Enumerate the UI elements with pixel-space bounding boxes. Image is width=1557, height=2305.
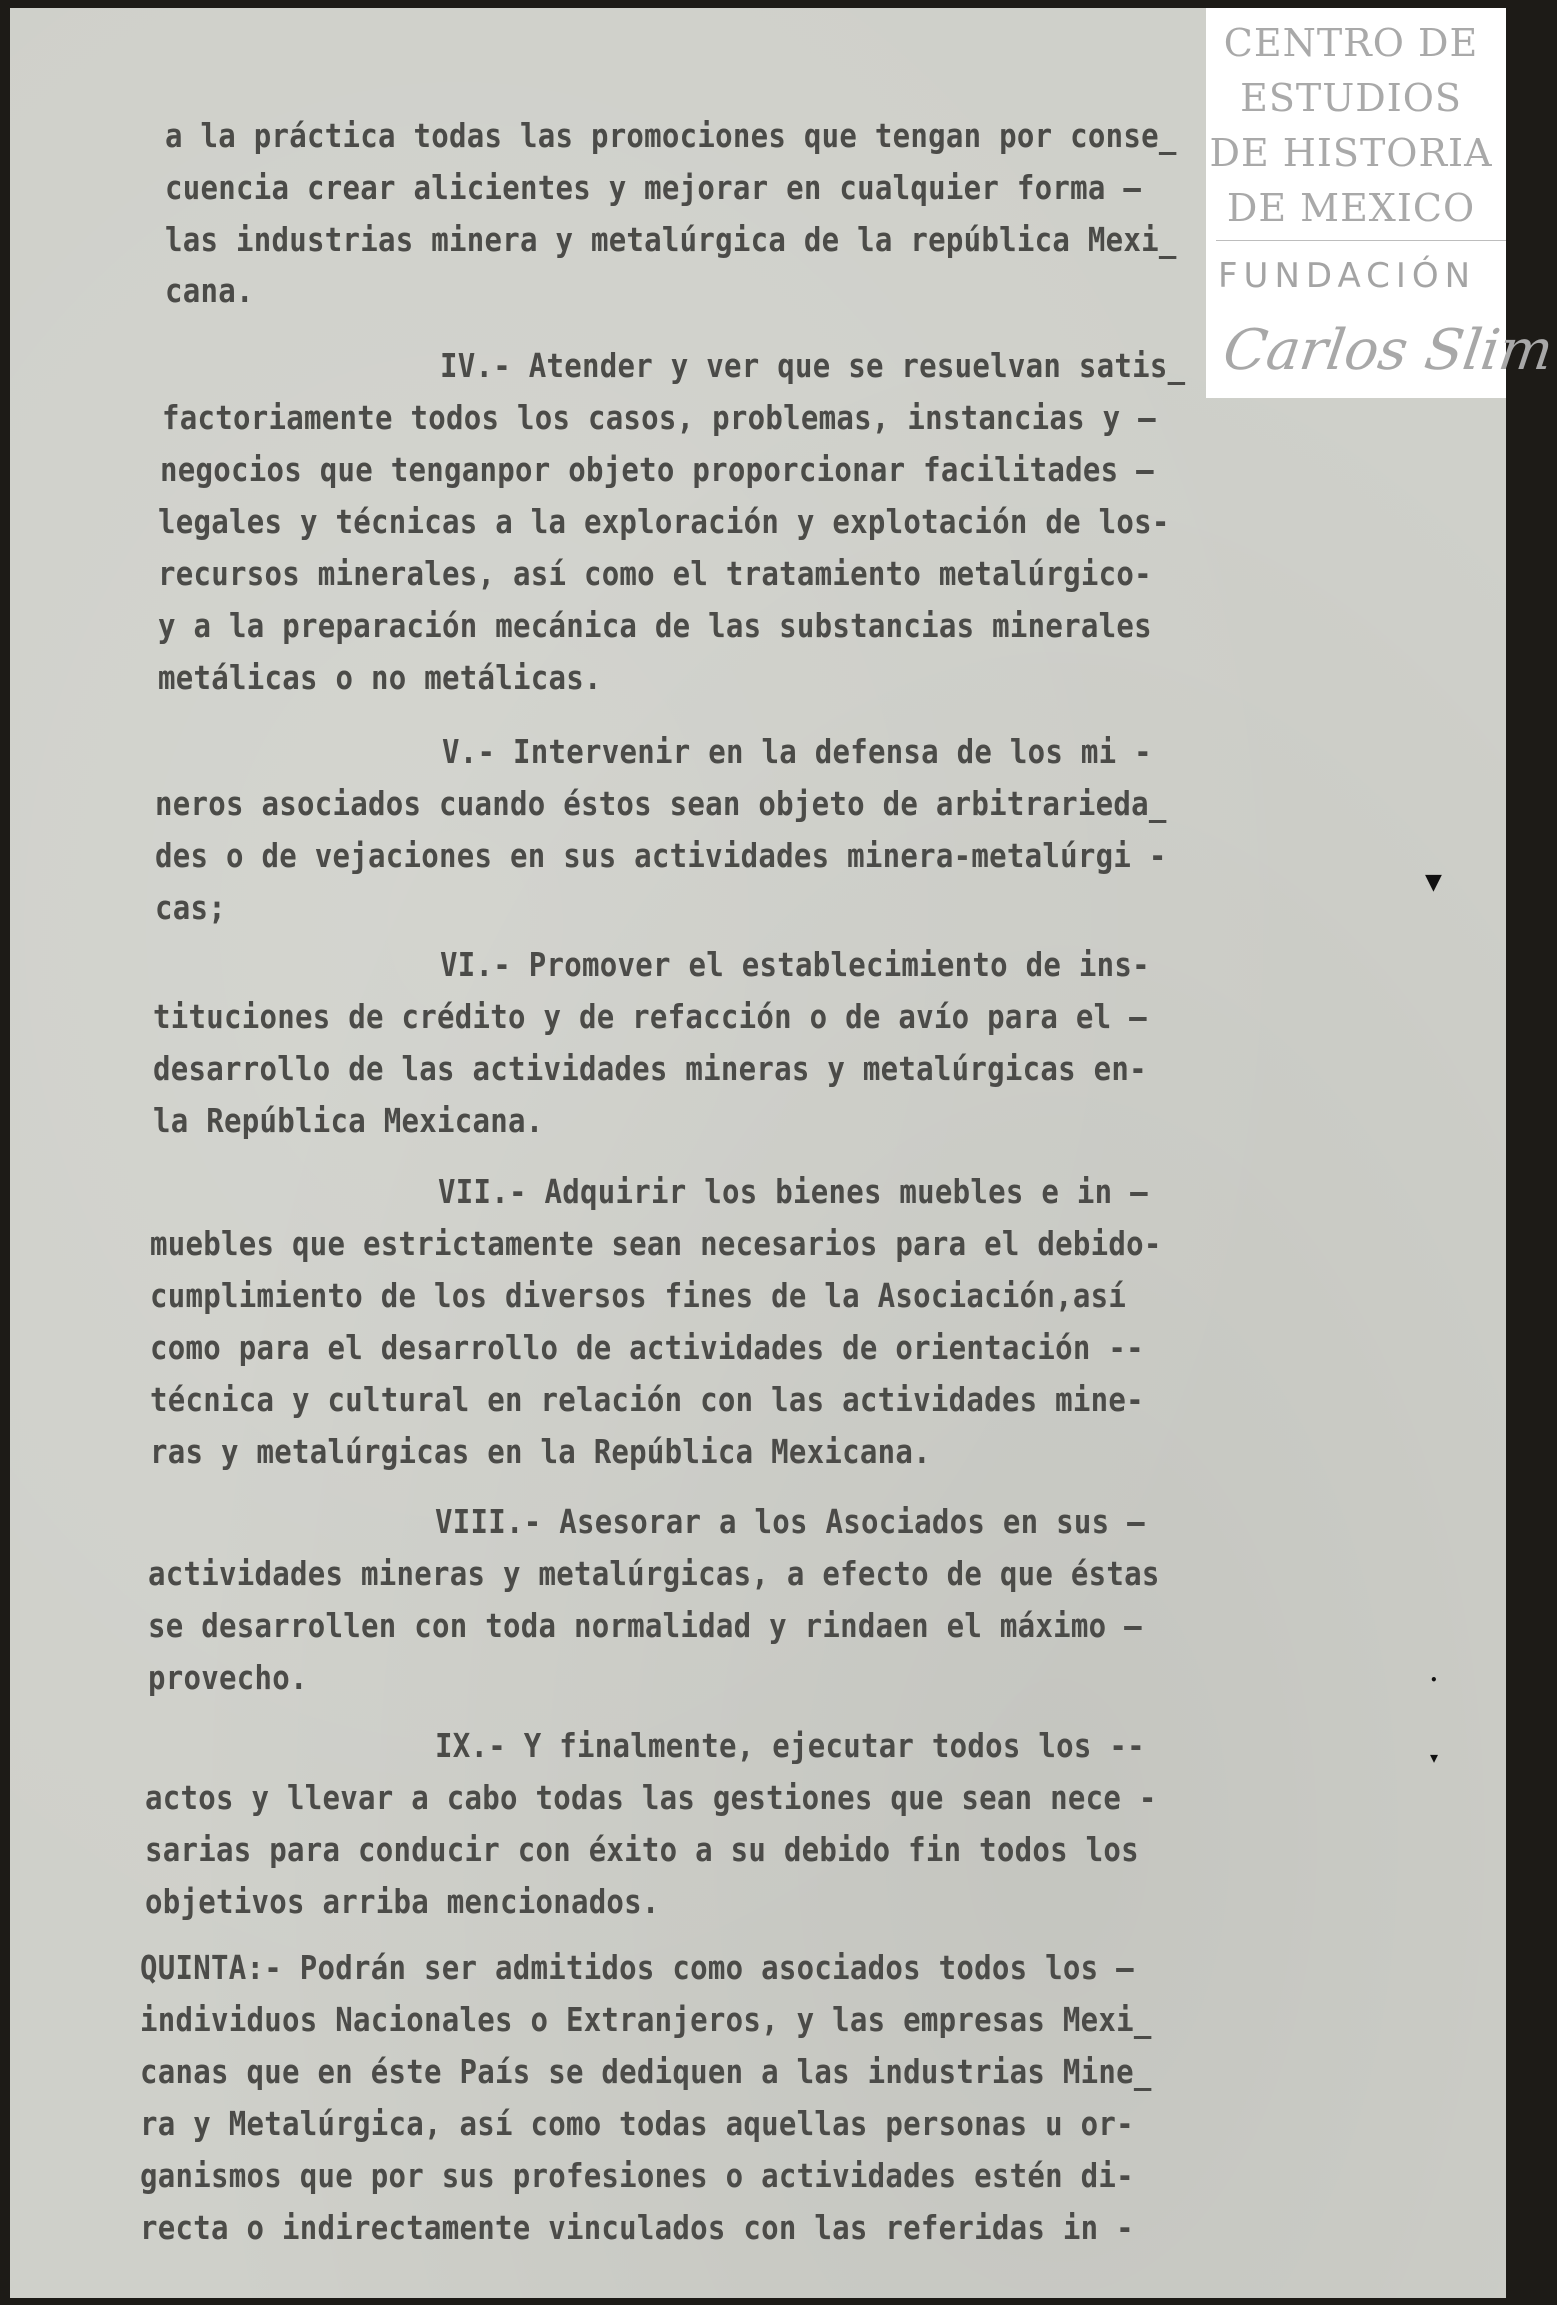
text-line: IX.- Y finalmente, ejecutar todos los -- — [435, 1726, 1145, 1765]
text-line: provecho. — [148, 1658, 308, 1697]
text-line: metálicas o no metálicas. — [158, 658, 602, 697]
stamp-line: CENTRO DE — [1223, 21, 1479, 65]
archive-stamp — [1206, 8, 1557, 398]
text-line: sarias para conducir con éxito a su debido fin todos los — [145, 1830, 1139, 1869]
ink-mark: ▾ — [1430, 1748, 1439, 1767]
text-line: des o de vejaciones en sus actividades minera-metalúrgi - — [155, 836, 1167, 875]
text-line: cas; — [155, 888, 226, 927]
text-line: VIII.- Asesorar a los Asociados en sus — — [435, 1502, 1145, 1541]
text-line: recta o indirectamente vinculados con las referidas in - — [140, 2208, 1134, 2247]
text-line: tituciones de crédito y de refacción o de avío para el — — [153, 997, 1147, 1036]
text-line: objetivos arriba mencionados. — [145, 1882, 660, 1921]
stamp-center-name — [1206, 16, 1496, 236]
text-line: ras y metalúrgicas en la República Mexicana. — [150, 1432, 931, 1471]
text-line: técnica y cultural en relación con las actividades mine- — [150, 1380, 1144, 1419]
stamp-line: DE HISTORIA — [1209, 131, 1493, 175]
text-line: QUINTA:- Podrán ser admitidos como asociados todos los — — [140, 1948, 1134, 1987]
stamp-divider — [1216, 240, 1506, 241]
document-page — [10, 8, 1557, 2298]
text-line: la República Mexicana. — [153, 1101, 544, 1140]
text-line: como para el desarrollo de actividades de orientación -- — [150, 1328, 1144, 1367]
text-line: y a la preparación mecánica de las substancias minerales — [158, 606, 1152, 645]
stamp-signature: Carlos Slim — [1219, 318, 1557, 383]
text-line: canas que en éste País se dediquen a las industrias Mine_ — [140, 2052, 1152, 2091]
text-line: factoriamente todos los casos, problemas, instancias y — — [162, 398, 1156, 437]
text-line: legales y técnicas a la exploración y explotación de los- — [158, 502, 1170, 541]
stamp-line: DE MEXICO — [1226, 186, 1476, 230]
text-line: V.- Intervenir en la defensa de los mi - — [442, 732, 1152, 771]
text-line: cuencia crear alicientes y mejorar en cualquier forma — — [165, 168, 1142, 207]
text-line: individuos Nacionales o Extranjeros, y las empresas Mexi_ — [140, 2000, 1152, 2039]
text-line: las industrias minera y metalúrgica de la república Mexi_ — [165, 220, 1177, 259]
text-line: cumplimiento de los diversos fines de la Asociación,así — [150, 1276, 1127, 1315]
text-line: a la práctica todas las promociones que tengan por conse_ — [165, 116, 1177, 155]
text-line: ra y Metalúrgica, así como todas aquellas personas u or- — [140, 2104, 1134, 2143]
text-line: muebles que estrictamente sean necesarios para el debido- — [150, 1224, 1162, 1263]
text-line: recursos minerales, así como el tratamiento metalúrgico- — [158, 554, 1152, 593]
text-line: desarrollo de las actividades mineras y metalúrgicas en- — [153, 1049, 1147, 1088]
stamp-line: ESTUDIOS — [1240, 76, 1462, 120]
text-line: ganismos que por sus profesiones o actividades estén di- — [140, 2156, 1134, 2195]
ink-mark: • — [1430, 1673, 1438, 1687]
text-line: VI.- Promover el establecimiento de ins- — [440, 945, 1150, 984]
ink-mark: ▼ — [1425, 870, 1442, 895]
text-line: neros asociados cuando éstos sean objeto de arbitrarieda_ — [155, 784, 1167, 823]
text-line: actividades mineras y metalúrgicas, a efecto de que éstas — [148, 1554, 1160, 1593]
text-line: IV.- Atender y ver que se resuelvan satis_ — [440, 346, 1186, 385]
stamp-fundacion: FUNDACIÓN — [1218, 256, 1477, 296]
text-line: se desarrollen con toda normalidad y rindaen el máximo — — [148, 1606, 1142, 1645]
text-line: negocios que tenganpor objeto proporcionar facilitades — — [160, 450, 1154, 489]
text-line: VII.- Adquirir los bienes muebles e in — — [438, 1172, 1148, 1211]
text-line: cana. — [165, 271, 254, 310]
text-line: actos y llevar a cabo todas las gestiones que sean nece - — [145, 1778, 1157, 1817]
